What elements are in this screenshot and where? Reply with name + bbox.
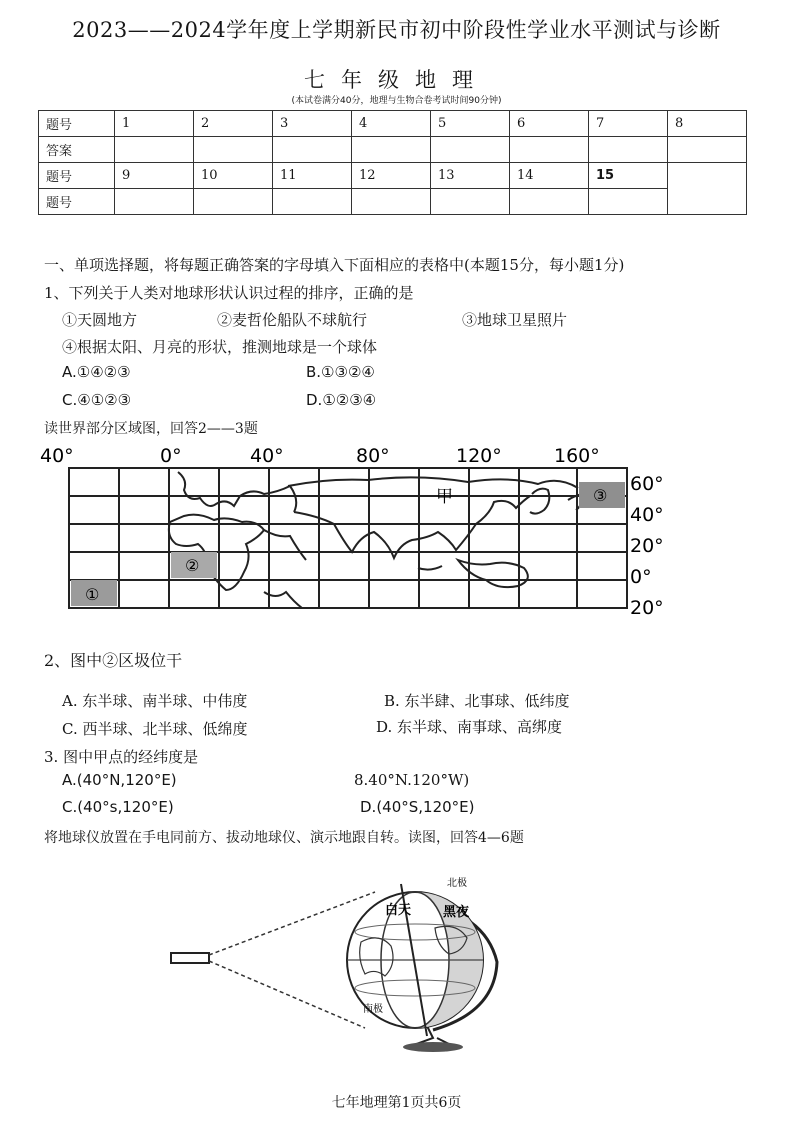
lon-label: 80° [356,445,390,467]
day-label: 白天 [385,903,412,918]
answer-cell[interactable] [115,137,194,163]
table-cell: 9 [115,163,194,189]
table-cell: 14 [510,163,589,189]
answer-cell[interactable] [115,189,194,215]
answer-table [38,110,747,215]
globe-intro: 将地球仪放置在手电同前方、拔动地球仪、演示地跟自转。读图，回答4—6题 [44,830,524,846]
table-cell: 6 [510,111,589,137]
q3-option-b: 8.40°N.120°W) [354,771,470,789]
world-region-map [38,440,688,620]
table-cell: 15 [589,163,668,189]
table-cell-blank [668,163,747,215]
answer-cell[interactable] [273,137,352,163]
table-cell: 13 [431,163,510,189]
coastline [169,472,583,608]
answer-cell[interactable] [589,189,668,215]
q1-option-b: B.①③②④ [306,363,375,381]
table-row [39,137,747,163]
light-ray [209,961,365,1028]
answer-cell[interactable] [510,189,589,215]
lon-label: 40° [40,445,74,467]
q1-statement-1: ①天圆地方 [62,311,138,329]
map-intro: 读世界部分区域图，回答2——3题 [44,421,258,437]
answer-cell[interactable] [589,137,668,163]
question-3-stem: 3. 图中甲点的经纬度是 [44,748,199,766]
section-heading: 一、单项选择题，将每题正确答案的字母填入下面相应的表格中(本题15分，每小题1分) [44,256,625,274]
table-cell: 题号 [39,163,115,189]
table-cell: 11 [273,163,352,189]
q2-option-a: A. 东半球、南半球、中伟度 [62,692,248,710]
table-cell: 题号 [39,111,115,137]
region-2-label: ② [185,556,200,575]
table-row [39,111,747,137]
q1-option-d: D.①②③④ [306,391,377,409]
globe-base [403,1042,463,1052]
region-3-label: ③ [593,486,608,505]
table-cell: 5 [431,111,510,137]
q1-statement-3: ③地球卫星照片 [462,311,568,329]
answer-cell[interactable] [194,189,273,215]
answer-cell[interactable] [352,137,431,163]
q1-option-a: A.①④②③ [62,363,131,381]
lat-label: 60° [630,473,664,495]
answer-cell[interactable] [194,137,273,163]
q2-option-d: D. 东半球、南事球、高绑度 [376,718,563,736]
night-label: 黑夜 [443,905,470,920]
north-pole-label: 北极 [447,878,467,889]
answer-cell[interactable] [431,189,510,215]
question-1-stem: 1、下列关于人类对地球形状认识过程的排序，正确的是 [44,284,414,302]
q1-statement-2: ②麦哲伦船队不球航行 [217,311,368,329]
table-row [39,189,747,215]
q3-option-c: C.(40°s,120°E) [62,798,174,816]
page-footer: 七年地理第1页共6页 [331,1095,462,1111]
answer-cell[interactable] [668,137,747,163]
table-cell: 答案 [39,137,115,163]
globe-flashlight-figure [165,872,515,1052]
table-cell: 题号 [39,189,115,215]
answer-cell[interactable] [273,189,352,215]
lat-label: 20° [630,597,664,619]
table-cell: 8 [668,111,747,137]
table-cell: 7 [589,111,668,137]
lon-label: 160° [554,445,600,467]
subject-title: 七年级地理 [304,68,489,92]
question-2-stem: 2、图中②区圾位干 [44,651,183,670]
table-cell: 4 [352,111,431,137]
table-row [39,163,747,189]
region-1-label: ① [85,585,100,604]
lon-label: 120° [456,445,502,467]
flashlight [171,953,209,963]
lat-label: 0° [630,566,652,588]
lat-label: 40° [630,504,664,526]
table-cell: 3 [273,111,352,137]
table-cell: 1 [115,111,194,137]
q1-option-c: C.④①②③ [62,391,132,409]
table-cell: 10 [194,163,273,189]
lat-label: 20° [630,535,664,557]
answer-cell[interactable] [510,137,589,163]
q3-option-d: D.(40°S,120°E) [360,798,475,816]
answer-cell[interactable] [352,189,431,215]
point-jia-label: 甲 [436,487,453,507]
table-cell: 12 [352,163,431,189]
lon-label: 40° [250,445,284,467]
lon-label: 0° [160,445,182,467]
q2-option-b: B. 东半肆、北事球、低纬度 [384,692,570,710]
exam-title: 2023——2024学年度上学期新民市初中阶段性学业水平测试与诊断 [72,18,721,42]
q3-option-a: A.(40°N,120°E) [62,771,177,789]
south-pole-label: 南极 [363,1004,383,1015]
table-cell: 2 [194,111,273,137]
q1-statement-4: ④根据太阳、月亮的形状，推测地球是一个球体 [62,338,378,356]
q2-option-c: C. 西半球、北半球、低绵度 [62,720,248,738]
exam-note: (本试卷满分40分，地理与生物合卷考试时间90分钟) [291,96,502,106]
answer-cell[interactable] [431,137,510,163]
